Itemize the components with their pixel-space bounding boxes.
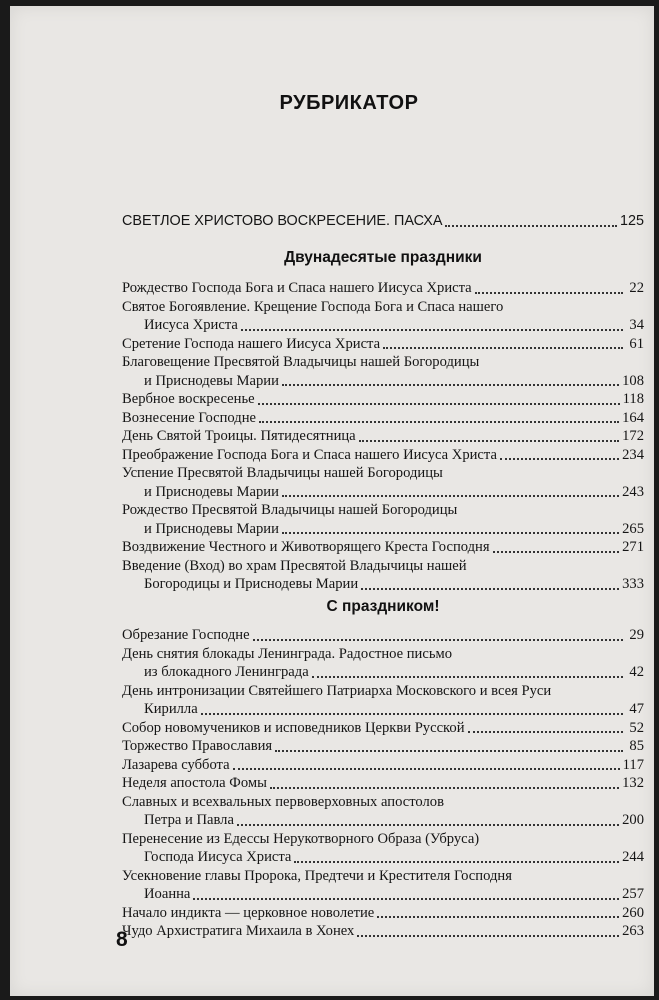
section-heading: Двунадесятые праздники (284, 249, 482, 266)
dot-leader (237, 818, 619, 826)
toc-entry-text: Вознесение Господне (122, 409, 257, 426)
toc-entry-page: 260 (622, 904, 644, 921)
toc-entry-page: 164 (622, 409, 644, 426)
toc-entry-text: Петра и Павла (144, 812, 234, 828)
main-entry (122, 212, 644, 231)
main-entry-text: СВЕТЛОЕ ХРИСТОВО ВОСКРЕСЕНИЕ. ПАСХА (122, 213, 443, 229)
toc-entry-page: 200 (622, 812, 644, 828)
toc-entry[interactable] (122, 922, 644, 941)
toc-entry[interactable] (122, 464, 644, 501)
dot-leader (468, 725, 623, 733)
toc-entry-text: Усекновение главы Пророка, Предтечи и Крестителя Господня (122, 867, 512, 884)
dot-leader (500, 452, 619, 460)
toc-entry[interactable] (122, 756, 644, 775)
toc-entry-text: Иисуса Христа (144, 317, 238, 333)
toc-entry-text: День Святой Троицы. Пятидесятница (122, 428, 356, 444)
toc-entry-text: Богородицы и Приснодевы Марии (144, 576, 359, 592)
toc-entry-text: Неделя апостола Фомы (122, 775, 267, 791)
toc-entry-text: Воздвижение Честного и Животворящего Креста Господня (122, 539, 490, 555)
toc-entry-page: 244 (622, 849, 644, 865)
toc-entry[interactable] (122, 719, 644, 738)
toc-entry[interactable] (122, 830, 644, 867)
toc-entry-text: Торжество Православия (122, 738, 273, 754)
dot-leader (201, 707, 623, 715)
toc-entry-text: Иоанна (144, 886, 191, 902)
toc-entry-text: Рождество Господа Бога и Спаса нашего Иисуса Христа (122, 280, 472, 296)
toc-entry-text: Благовещение Пресвятой Владычицы нашей Богородицы (122, 354, 480, 370)
dot-leader (312, 670, 623, 678)
toc-entry-page: 42 (629, 664, 644, 680)
toc-entry[interactable] (122, 793, 644, 830)
toc-entry-text: День снятия блокады Ленинграда. Радостное письмо (122, 645, 453, 662)
toc-entry-page: 108 (622, 372, 644, 389)
dot-leader (445, 219, 617, 227)
dot-leader (475, 286, 623, 294)
dot-leader (282, 526, 619, 534)
toc-entry-page: 52 (629, 719, 644, 736)
toc-entry-text: Успение Пресвятой Владычицы нашей Богородицы (122, 465, 443, 481)
toc-entry-text: Чудо Архистратига Михаила в Хонех (122, 923, 355, 939)
toc-entry-page: 117 (622, 756, 644, 773)
toc-entry-page: 61 (629, 335, 644, 352)
dot-leader (294, 855, 619, 863)
main-entry-page: 125 (619, 213, 644, 229)
book-page (10, 6, 654, 996)
toc-entry-text: Рождество Пресвятой Владычицы нашей Богородицы (122, 502, 458, 518)
toc-entry[interactable] (122, 538, 644, 557)
dot-leader (357, 929, 619, 937)
dot-leader (493, 545, 620, 553)
toc-entry-text: и Приснодевы Марии (144, 372, 279, 389)
toc-entry[interactable] (122, 353, 644, 390)
toc-entry-text: Славных и всехвальных первоверховных апостолов (122, 793, 444, 810)
toc-entry-text: Сретение Господа нашего Иисуса Христа (122, 335, 381, 352)
dot-leader (270, 781, 619, 789)
toc-entry[interactable] (122, 501, 644, 538)
toc-entry-page: 265 (622, 520, 644, 537)
toc-entry-page: 85 (629, 738, 644, 754)
dot-leader (282, 378, 619, 386)
dot-leader (193, 892, 619, 900)
toc-entry[interactable] (122, 867, 644, 904)
toc-entry-text: и Приснодевы Марии (144, 520, 279, 537)
toc-entry-page: 257 (622, 886, 644, 902)
toc-entry[interactable] (122, 904, 644, 923)
dot-leader (253, 633, 623, 641)
toc-entry[interactable] (122, 390, 644, 409)
toc-entry[interactable] (122, 626, 644, 645)
page-number: 8 (116, 928, 128, 951)
toc-entry-text: Начало индикта — церковное новолетие (122, 904, 375, 921)
toc-entry-page: 132 (622, 775, 644, 791)
toc-entry[interactable] (122, 557, 644, 594)
toc-entry-text: Преображение Господа Бога и Спаса нашего Иисуса Христа (122, 446, 497, 463)
dot-leader (259, 415, 619, 423)
toc-entry-text: Святое Богоявление. Крещение Господа Бога и Спаса нашего (122, 298, 504, 315)
toc-entry[interactable] (122, 335, 644, 354)
toc-entry-text: Лазарева суббота (122, 756, 230, 773)
toc-entry-page: 234 (622, 446, 644, 463)
toc-entry-text: Вербное воскресенье (122, 391, 255, 407)
dot-leader (241, 323, 623, 331)
toc-entry[interactable] (122, 409, 644, 428)
toc-entry-text: День интронизации Святейшего Патриарха Московского и всея Руси (122, 682, 552, 699)
section-heading: С праздником! (326, 598, 440, 615)
toc-entry-page: 29 (629, 627, 644, 643)
toc-entry[interactable] (122, 774, 644, 793)
dot-leader (359, 434, 619, 442)
dot-leader (377, 910, 619, 918)
toc-entry[interactable] (122, 446, 644, 465)
toc-entry-text: Обрезание Господне (122, 627, 250, 643)
dot-leader (258, 397, 620, 405)
toc-entry-text: Перенесение из Едессы Нерукотворного Образа (Убруса) (122, 830, 480, 847)
toc-entry[interactable] (122, 737, 644, 756)
toc-entry-page: 22 (629, 280, 644, 296)
toc-entry-page: 47 (629, 701, 644, 717)
toc-entry[interactable] (122, 279, 644, 298)
toc-entry-page: 263 (622, 923, 644, 939)
toc-entry-text: Кирилла (144, 701, 198, 717)
dot-leader (233, 762, 620, 770)
toc-entry-text: из блокадного Ленинграда (144, 664, 309, 680)
toc-entry[interactable] (122, 427, 644, 446)
toc-entry-page: 333 (622, 576, 644, 592)
toc-entry-text: Введение (Вход) во храм Пресвятой Владычицы нашей (122, 557, 467, 574)
toc-entry-page: 243 (622, 483, 644, 500)
toc-entry-text: и Приснодевы Марии (144, 483, 279, 500)
toc-entry[interactable] (122, 645, 644, 682)
toc-entry-page: 34 (629, 317, 644, 333)
toc-entry[interactable] (122, 298, 644, 335)
toc-entry-page: 172 (622, 428, 644, 444)
toc-entry-text: Господа Иисуса Христа (144, 849, 292, 865)
toc-entry-page: 118 (622, 391, 644, 407)
toc-entry-page: 271 (622, 539, 644, 555)
dot-leader (282, 489, 619, 497)
page-title: РУБРИКАТОР (279, 92, 419, 114)
dot-leader (361, 582, 619, 590)
toc-entry-text: Собор новомучеников и исповедников Церкви Русской (122, 719, 465, 736)
toc-entry[interactable] (122, 682, 644, 719)
dot-leader (383, 341, 623, 349)
dot-leader (275, 744, 623, 752)
